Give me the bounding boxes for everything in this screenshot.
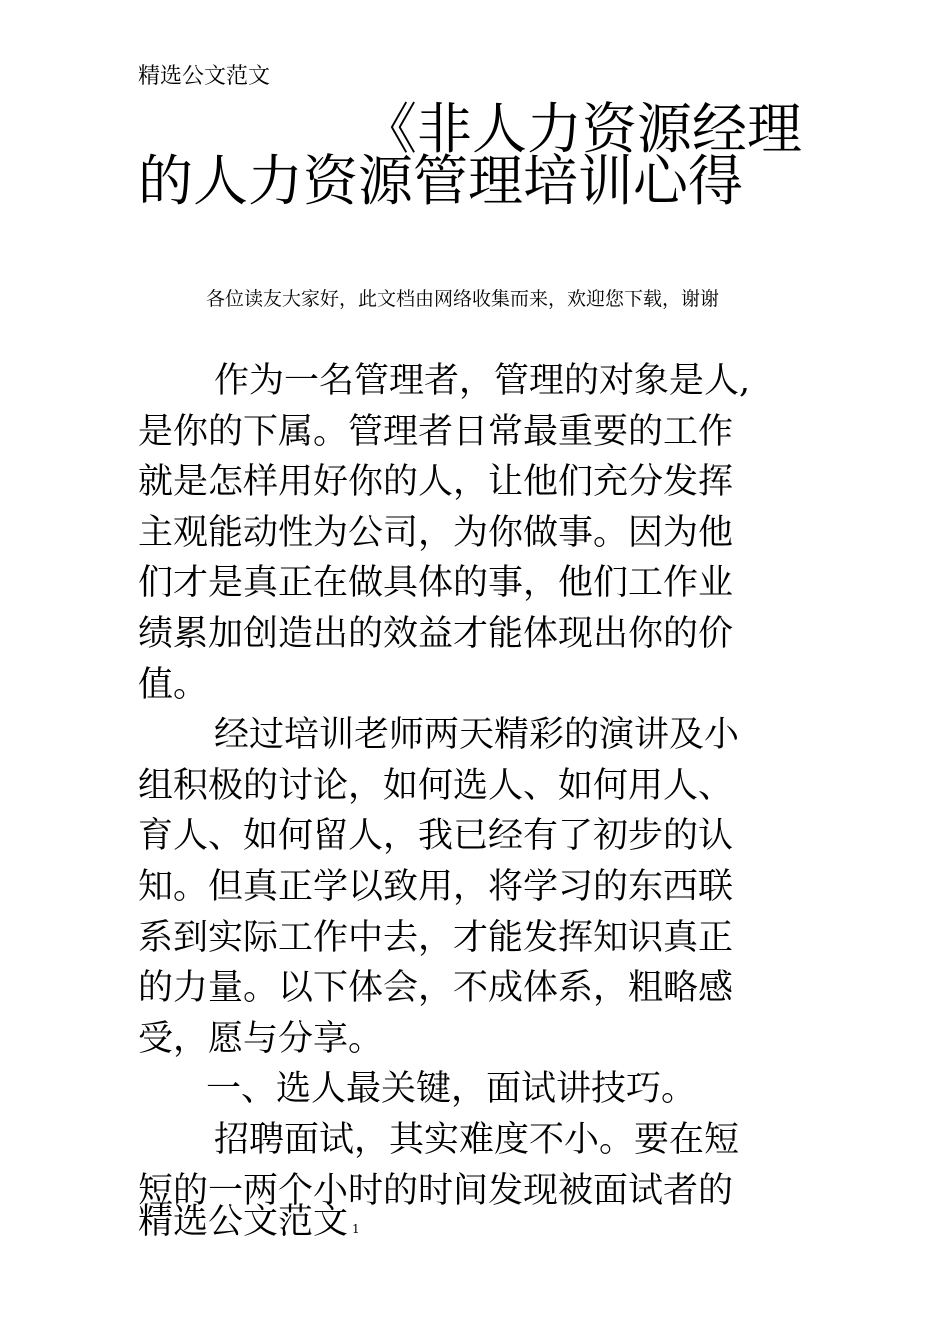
page-header: 精选公文范文 xyxy=(138,64,271,89)
title-line-1: 《非人力资源经理 xyxy=(362,97,803,161)
document-title xyxy=(138,97,808,213)
footer-label: 精选公文范文 xyxy=(138,1202,349,1242)
body-line: 就是怎样用好你的人，让他们充分发挥 xyxy=(138,462,734,503)
page-footer xyxy=(138,1197,360,1254)
body-line: 受，愿与分享。 xyxy=(138,1018,384,1059)
page-number: 1 xyxy=(352,1222,360,1236)
body-line: 系到实际工作中去，才能发挥知识真正 xyxy=(138,917,734,958)
body-line: 育人、如何留人，我已经有了初步的认 xyxy=(138,816,734,857)
body-line: 绩累加创造出的效益才能体现出你的价 xyxy=(138,613,734,654)
section-heading: 一、选人最关键，面试讲技巧。 xyxy=(206,1069,697,1110)
body-line: 作为一名管理者，管理的对象是人, xyxy=(214,361,751,401)
body-line: 短的一两个小时的时间发现被面试者的 xyxy=(138,1170,734,1211)
body-line: 组积极的讨论，如何选人、如何用人、 xyxy=(138,765,734,806)
document-body xyxy=(138,356,808,1216)
body-line: 经过培训老师两天精彩的演讲及小 xyxy=(214,715,740,756)
body-line: 值。 xyxy=(138,664,209,705)
body-line: 主观能动性为公司，为你做事。因为他 xyxy=(138,512,734,553)
body-line: 的力量。以下体会，不成体系，粗略感 xyxy=(138,968,734,1009)
body-line: 们才是真正在做具体的事，他们工作业 xyxy=(138,563,734,604)
title-line-2: 的人力资源管理培训心得 xyxy=(138,149,744,213)
document-subtitle: 各位读友大家好，此文档由网络收集而来，欢迎您下载，谢谢 xyxy=(206,288,720,310)
body-line: 是你的下属。管理者日常最重要的工作 xyxy=(138,411,734,452)
body-line: 知。但真正学以致用，将学习的东西联 xyxy=(138,866,734,907)
body-line: 招聘面试，其实难度不小。要在短 xyxy=(214,1119,740,1160)
